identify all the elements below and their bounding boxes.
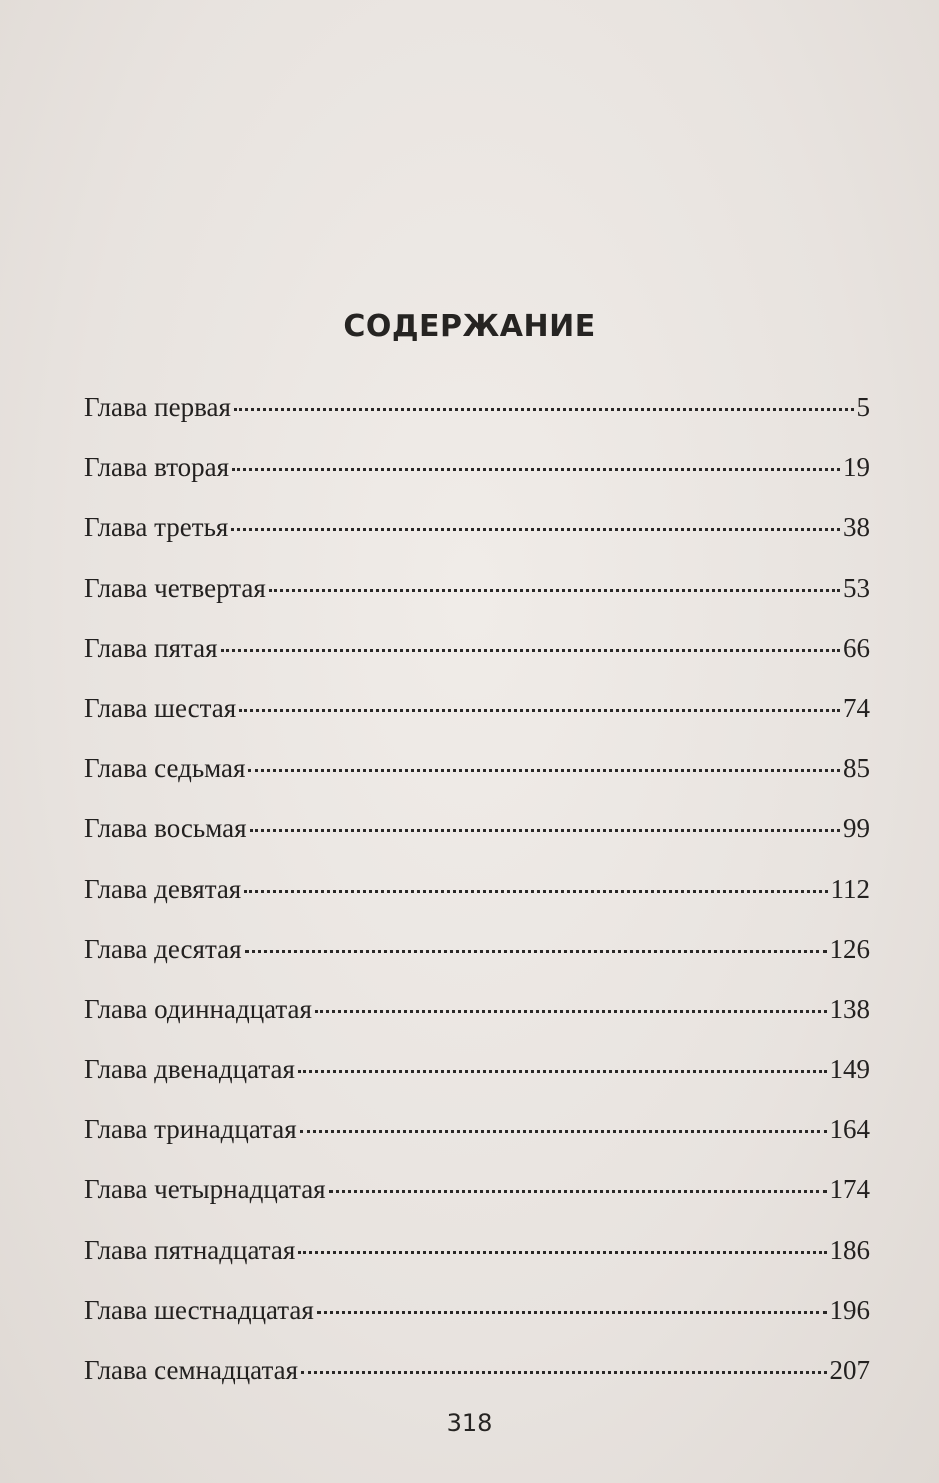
toc-entry [84, 1355, 870, 1415]
toc-entry-page: 186 [829, 1234, 870, 1265]
dot-leader [329, 1190, 827, 1193]
toc-entry [84, 813, 870, 873]
dot-leader [232, 468, 840, 471]
dot-leader [315, 1010, 827, 1013]
toc-entry-page: 53 [843, 572, 870, 603]
toc-entry-title: Глава десятая [84, 933, 242, 964]
page-number: 318 [446, 1409, 493, 1437]
toc-entry [84, 1295, 870, 1355]
dot-leader [248, 769, 840, 772]
dot-leader [239, 709, 840, 712]
toc-entry [84, 994, 870, 1054]
dot-leader [298, 1251, 826, 1254]
dot-leader [245, 950, 827, 953]
toc-entry-title: Глава седьмая [84, 753, 246, 784]
page-title: СОДЕРЖАНИЕ [343, 309, 596, 344]
toc-entry [84, 1235, 870, 1295]
toc-entry-page: 85 [843, 753, 870, 784]
toc-entry [84, 874, 870, 934]
toc-entry-title: Глава шестая [84, 692, 237, 723]
dot-leader [221, 649, 840, 652]
dot-leader [234, 408, 854, 411]
toc-entry-title: Глава четвертая [84, 572, 266, 603]
toc-entry-page: 5 [856, 392, 870, 422]
toc-entry-page: 38 [843, 512, 870, 543]
toc-entry-page: 66 [843, 632, 870, 663]
toc-entry-page: 149 [829, 1054, 870, 1085]
toc-entry [84, 1114, 870, 1174]
toc-entry [84, 1174, 870, 1234]
toc-entry-page: 99 [843, 813, 870, 844]
toc-entry [84, 392, 870, 452]
toc-entry-title: Глава двенадцатая [84, 1054, 295, 1085]
toc-entry-page: 112 [830, 873, 870, 904]
table-of-contents [84, 392, 870, 1415]
toc-entry-page: 196 [829, 1294, 870, 1325]
dot-leader [317, 1311, 827, 1314]
dot-leader [244, 890, 827, 893]
toc-entry-title: Глава первая [84, 392, 231, 422]
toc-entry-page: 174 [829, 1174, 870, 1205]
toc-entry-title: Глава одиннадцатая [84, 993, 312, 1024]
toc-entry [84, 693, 870, 753]
toc-entry-title: Глава вторая [84, 452, 230, 483]
toc-entry [84, 573, 870, 633]
toc-entry-page: 74 [843, 692, 870, 723]
toc-entry-title: Глава девятая [84, 873, 242, 904]
toc-entry [84, 934, 870, 994]
toc-entry-title: Глава пятнадцатая [84, 1234, 296, 1265]
dot-leader [300, 1130, 827, 1133]
toc-entry-title: Глава шестнадцатая [84, 1294, 314, 1325]
toc-entry-title: Глава семнадцатая [84, 1355, 298, 1385]
toc-entry-page: 19 [843, 452, 870, 483]
dot-leader [231, 528, 840, 531]
toc-entry-page: 207 [829, 1355, 870, 1385]
toc-entry-page: 138 [829, 993, 870, 1024]
toc-entry-page: 164 [829, 1114, 870, 1145]
toc-entry-title: Глава пятая [84, 632, 218, 663]
toc-entry-title: Глава четырнадцатая [84, 1174, 326, 1205]
dot-leader [301, 1371, 827, 1374]
toc-entry-title: Глава восьмая [84, 813, 247, 844]
toc-entry [84, 512, 870, 572]
toc-entry [84, 753, 870, 813]
toc-entry-title: Глава тринадцатая [84, 1114, 297, 1145]
dot-leader [269, 589, 840, 592]
toc-entry [84, 1054, 870, 1114]
dot-leader [298, 1070, 827, 1073]
toc-entry [84, 633, 870, 693]
toc-entry [84, 452, 870, 512]
toc-entry-page: 126 [829, 933, 870, 964]
toc-entry-title: Глава третья [84, 512, 229, 543]
dot-leader [250, 829, 840, 832]
